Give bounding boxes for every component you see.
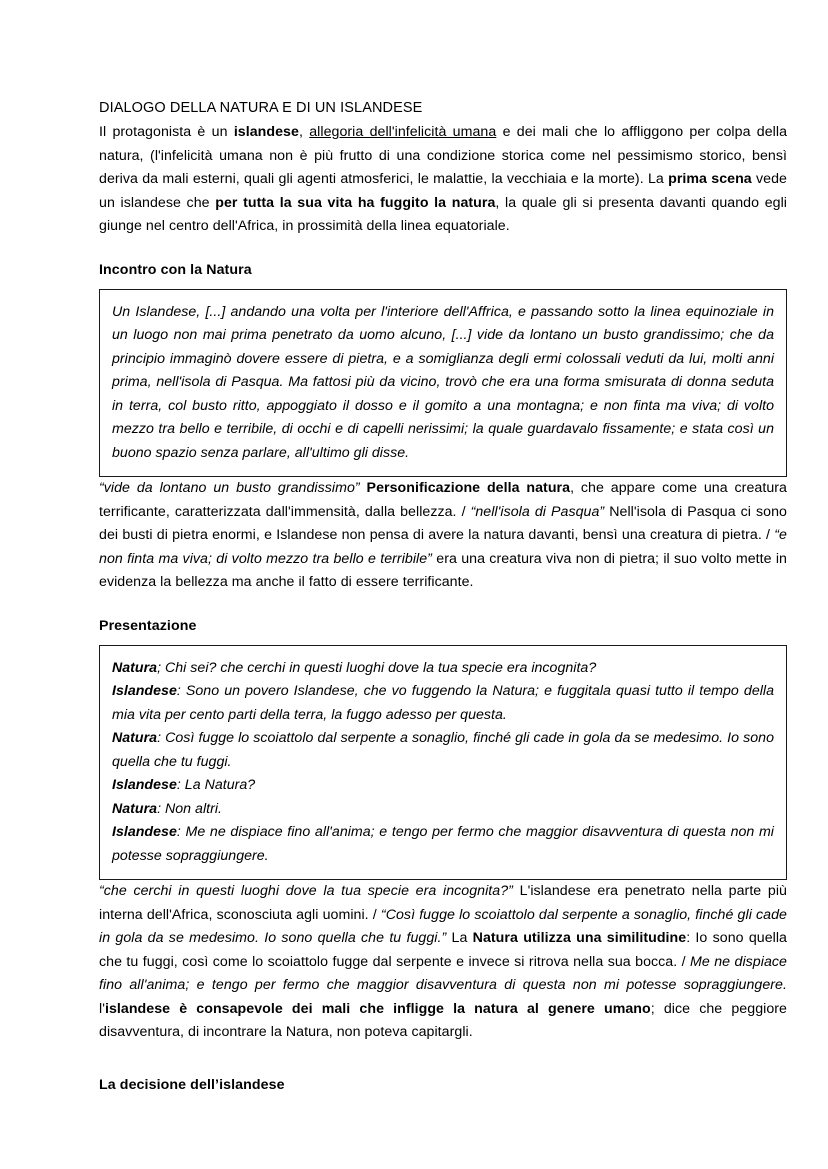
- dialogue-text: La Natura?: [184, 777, 256, 793]
- dialogue-separator: :: [176, 683, 186, 699]
- quote-text-incontro: Un Islandese, [...] andando una volta per l'interiore dell'Affrica, e passando sotto la linea equinoziale in un luogo non mai prima penetrato da uomo alcuno, [...] vide da lontano un busto grandissimo; che da principio immaginò dovere essere di pietra, e a somiglianza degli ermi colossali veduti da lui, molti anni prima, nell'isola di Pasqua. Ma fattosi più da vicino, trovò che era una forma smisurata di donna seduta in terra, col busto ritto, appoggiato il dosso e il gomito a una montagna; e non finta ma viva; di volto mezzo tra bello e terribile, di occhi e di capelli nerissimi; la quale guardavalo fissamente; e stata così un buono spazio senza parlare, all'ultimo gli disse.: [112, 303, 774, 461]
- intro-underlined-allegoria: allegoria dell'infelicità umana: [309, 124, 497, 140]
- analysis-quote-scoiattolo: “Così fugge lo scoiattolo dal serpente a sonaglio, finché gli cade in gola da se medesimo. Io sono quella che tu fuggi.”: [99, 906, 787, 946]
- analysis-text-4: : Io sono quella che tu fuggi, così come lo scoiattolo fugge dal serpente e invece si ritrova nella sua bocca. /: [99, 930, 787, 970]
- dialogue-line: [112, 727, 774, 774]
- analysis-quote-cerchi: “che cerchi in questi luoghi dove la tua specie era incognita?”: [99, 883, 513, 899]
- intro-text-1: Il protagonista è un: [99, 124, 234, 140]
- section-heading-incontro: Incontro con la Natura: [99, 261, 252, 278]
- dialogue-separator: :: [176, 777, 185, 793]
- analysis-quote-busto: “vide da lontano un busto grandissimo”: [99, 480, 360, 496]
- analysis-paragraph-incontro: [99, 477, 787, 595]
- dialogue-text: Sono un povero Islandese, che vo fuggendo la Natura; e fuggitala quasi tutto il tempo della mia vita per cento parti della terra, la fuggo adesso per questa.: [112, 683, 774, 723]
- dialogue-speaker: Islandese: [112, 777, 177, 793]
- dialogue-speaker: Islandese: [112, 683, 177, 699]
- analysis-text-2: La: [446, 930, 473, 946]
- analysis-quote-dispiace: Me ne dispiace fino all'anima; e tengo per fermo che maggior disavventura di questa non mi potesse sopraggiungere.: [99, 953, 787, 993]
- analysis-text-1: , che appare come una creatura terrificante, caratterizzata dall'immensità, dalla bellezza. /: [99, 480, 787, 520]
- dialogue-line: [112, 657, 774, 681]
- intro-bold-islandese: islandese: [233, 124, 299, 140]
- dialogue-speaker: Natura: [112, 730, 158, 746]
- dialogue-text: Così fugge lo scoiattolo dal serpente a sonaglio, finché gli cade in gola da se medesimo. Io sono quella che tu fuggi.: [112, 730, 774, 770]
- dialogue-separator: :: [176, 824, 186, 840]
- dialogue-speaker: Natura: [112, 659, 158, 676]
- intro-bold-fuggito-natura: per tutta la sua vita ha fuggito la natura: [215, 194, 496, 211]
- analysis-quote-pasqua: “nell'isola di Pasqua”: [470, 503, 605, 520]
- dialogue-line: [112, 680, 774, 727]
- dialogue-line: [112, 774, 774, 798]
- dialogue-line: [112, 821, 774, 868]
- dialogue-speaker: Islandese: [112, 824, 177, 840]
- dialogue-text: Me ne dispiace fino all'anima; e tengo per fermo che maggior disavventura di questa non mi potesse sopraggiungere.: [112, 824, 774, 864]
- intro-text-5: , la quale gli si presenta davanti quando egli giunge nel centro dell'Africa, in prossimità della linea equatoriale.: [99, 194, 787, 234]
- dialogue-speaker: Natura: [112, 800, 158, 817]
- document-content: [99, 98, 787, 1095]
- dialogue-text: Chi sei? che cerchi in questi luoghi dove la tua specie era incognita?: [165, 659, 597, 676]
- dialogue-separator: :: [157, 800, 165, 817]
- intro-text-4: vede un islandese che: [99, 171, 787, 211]
- analysis-bold-natura: Natura: [472, 930, 518, 946]
- section-heading-presentazione: Presentazione: [99, 617, 197, 634]
- section-heading-decisione: La decisione dell’islandese: [99, 1076, 285, 1093]
- quote-box-presentazione: [99, 645, 787, 881]
- analysis-text-6: ; dice che peggiore disavventura, di incontrare la Natura, non poteva capitargli.: [99, 1000, 787, 1040]
- quote-box-incontro: [99, 289, 787, 478]
- intro-text-2: ,: [298, 124, 310, 140]
- analysis-text-3: era una creatura viva non di pietra; il suo volto mette in evidenza la bellezza ma anche il fatto di essere terrificante.: [99, 550, 787, 590]
- dialogue-separator: :: [157, 730, 166, 746]
- analysis-text-2: Nell'isola di Pasqua ci sono dei busti di pietra enormi, e Islandese non pensa di avere la natura davanti, bensì una creatura di pietra. /: [99, 503, 787, 543]
- dialogue-line: [112, 798, 774, 822]
- analysis-bold-consapevole: islandese è consapevole dei mali che infligge la natura al genere umano: [104, 1000, 651, 1017]
- analysis-text-5: l': [99, 1000, 105, 1017]
- dialogue-separator: ;: [157, 659, 165, 676]
- intro-paragraph: [99, 121, 787, 239]
- dialogue-text: Non altri.: [165, 800, 222, 817]
- analysis-text-1: L'islandese era penetrato nella parte più interna dell'Africa, sconosciuta agli uomini. /: [99, 883, 787, 923]
- analysis-quote-viva: “e non finta ma viva; di volto mezzo tra bello e terribile”: [99, 527, 787, 567]
- analysis-paragraph-presentazione: [99, 880, 787, 1045]
- intro-text-3: e dei mali che lo affliggono per colpa della natura, (l'infelicità umana non è più frutto di una condizione storica come nel pessimismo storico, bensì deriva da mali esterni, quali gli agenti atmosferici, le malattie, la vecchiaia e la morte). La: [99, 124, 788, 187]
- page-title: DIALOGO DELLA NATURA E DI UN ISLANDESE: [99, 100, 423, 116]
- intro-bold-prima-scena: prima scena: [668, 171, 752, 187]
- analysis-bold-similitudine: utilizza una similitudine: [523, 930, 687, 946]
- analysis-bold-personificazione: Personificazione della natura: [359, 480, 571, 496]
